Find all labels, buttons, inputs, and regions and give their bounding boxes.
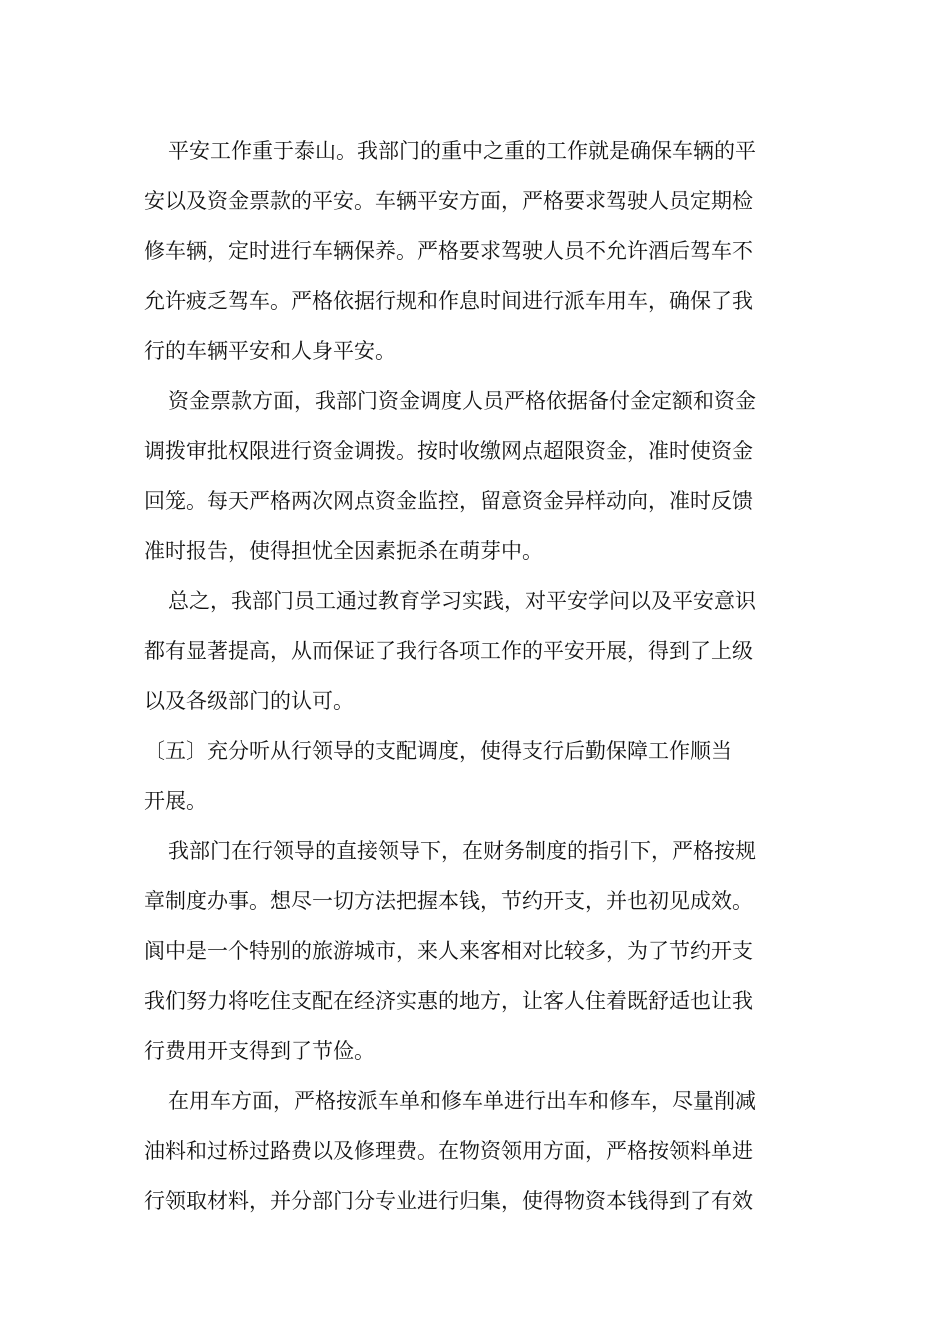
paragraph-4-line-3: 阆中是一个特别的旅游城市，来人来客相对比较多，为了节约开支 (144, 939, 753, 963)
paragraph-1-line-2: 安以及资金票款的平安。车辆平安方面，严格要求驾驶人员定期检 (144, 189, 753, 213)
paragraph-1-line-3: 修车辆，定时进行车辆保养。严格要求驾驶人员不允许酒后驾车不 (144, 239, 753, 263)
paragraph-3-line-2: 都有显著提高，从而保证了我行各项工作的平安开展，得到了上级 (144, 639, 753, 663)
section-heading-line-2: 开展。 (144, 789, 207, 813)
paragraph-1-line-1: 平安工作重于泰山。我部门的重中之重的工作就是确保车辆的平 (168, 139, 756, 163)
paragraph-4-line-5: 行费用开支得到了节俭。 (144, 1039, 375, 1063)
paragraph-4-line-1: 我部门在行领导的直接领导下，在财务制度的指引下，严格按规 (168, 839, 756, 863)
paragraph-4-line-4: 我们努力将吃住支配在经济实惠的地方，让客人住着既舒适也让我 (144, 989, 753, 1013)
paragraph-5-line-2: 油料和过桥过路费以及修理费。在物资领用方面，严格按领料单进 (144, 1139, 753, 1163)
paragraph-2-line-2: 调拨审批权限进行资金调拨。按时收缴网点超限资金，准时使资金 (144, 439, 753, 463)
paragraph-3-line-1: 总之，我部门员工通过教育学习实践，对平安学问以及平安意识 (168, 589, 756, 613)
paragraph-3-line-3: 以及各级部门的认可。 (144, 689, 354, 713)
paragraph-5-line-3: 行领取材料，并分部门分专业进行归集，使得物资本钱得到了有效 (144, 1189, 753, 1213)
paragraph-2-line-3: 回笼。每天严格两次网点资金监控，留意资金异样动向，准时反馈 (144, 489, 753, 513)
paragraph-1-line-4: 允许疲乏驾车。严格依据行规和作息时间进行派车用车，确保了我 (144, 289, 753, 313)
section-heading-line-1: 〔五〕充分听从行领导的支配调度，使得支行后勤保障工作顺当 (144, 739, 732, 763)
paragraph-4-line-2: 章制度办事。想尽一切方法把握本钱，节约开支，并也初见成效。 (144, 889, 753, 913)
paragraph-2-line-4: 准时报告，使得担忧全因素扼杀在萌芽中。 (144, 539, 543, 563)
paragraph-2-line-1: 资金票款方面，我部门资金调度人员严格依据备付金定额和资金 (168, 389, 756, 413)
body-text (144, 126, 810, 1226)
paragraph-5-line-1: 在用车方面，严格按派车单和修车单进行出车和修车，尽量削减 (168, 1089, 756, 1113)
paragraph-1-line-5: 行的车辆平安和人身平安。 (144, 339, 396, 363)
